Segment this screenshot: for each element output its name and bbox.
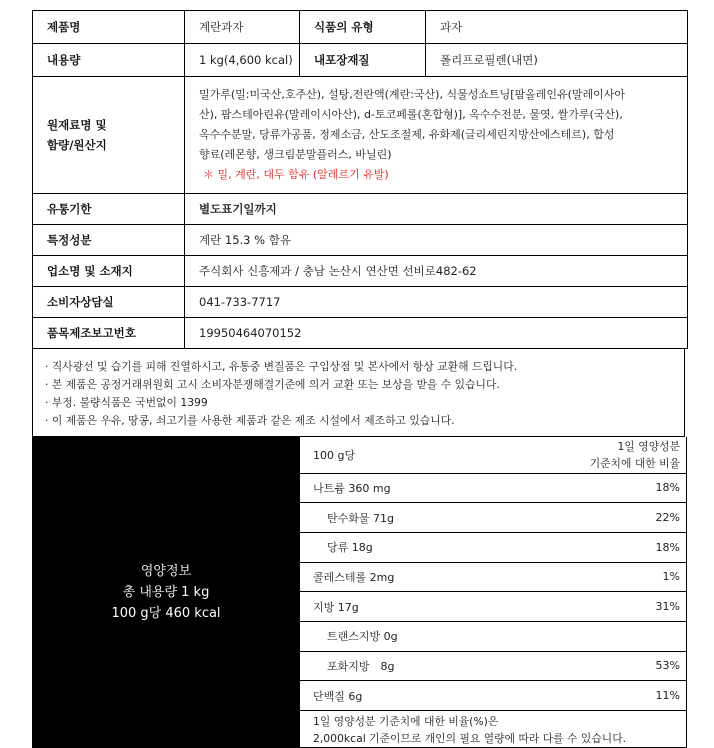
maker-value: 주식회사 신흥제과 / 충남 논산시 연산면 선비로482-62 — [185, 256, 688, 287]
food-type-label: 식품의 유형 — [300, 11, 426, 44]
nutrient-row — [300, 652, 686, 682]
nutrition-table — [299, 437, 686, 747]
nutrition-title: 영양정보 — [140, 563, 192, 579]
nutrition-header-pct — [590, 438, 680, 472]
note-line: · 부정. 불량식품은 국번없이 1399 — [45, 396, 208, 409]
header-line: 1일 영양성분 — [617, 439, 680, 453]
nutrient-name: 지방 17g — [313, 600, 359, 614]
nutrient-row — [300, 622, 686, 652]
product-name-value: 계란과자 — [185, 11, 300, 44]
maker-label: 업소명 및 소재지 — [33, 256, 185, 287]
ingredients-line: 산), 팜스테아린유(말레이시아산), d-토코페롤(혼합형)], 옥수수전분, 물엿, 쌀가루(국산), — [199, 108, 623, 121]
nutrient-row — [300, 474, 686, 504]
nutrient-pct: 18% — [655, 540, 680, 554]
table-row — [33, 77, 688, 194]
nutrient-pct: 1% — [662, 570, 680, 584]
nutrient-pct: 11% — [655, 689, 680, 703]
table-row — [33, 318, 688, 349]
nutrient-name: 나트륨 360 mg — [313, 481, 391, 495]
consumer-value: 041-733-7717 — [185, 287, 688, 318]
ingredients-label-line1: 원재료명 및 — [47, 118, 107, 132]
table-row — [33, 287, 688, 318]
ingredients-label — [33, 77, 185, 194]
nutrition-footnote — [300, 711, 686, 747]
nutrition-header — [300, 437, 686, 474]
food-label — [32, 10, 687, 748]
ingredients-line: 밀가루(밀:미국산,호주산), 설탕,전란액(계란:국산), 식물성쇼트닝[팜올레인유(말레이사아 — [199, 88, 626, 101]
nutrient-row — [300, 681, 686, 711]
special-value: 계란 15.3 % 함유 — [185, 225, 688, 256]
nutrition-panel — [32, 437, 687, 748]
consumer-label: 소비자상담실 — [33, 287, 185, 318]
nutrient-name: 단백질 6g — [313, 689, 363, 703]
food-type-value: 과자 — [426, 11, 688, 44]
nutrient-pct: 18% — [655, 481, 680, 495]
nutrition-summary — [33, 437, 299, 747]
product-info-table — [32, 10, 688, 349]
table-row — [33, 194, 688, 225]
special-label: 특정성분 — [33, 225, 185, 256]
allergy-warning: ＊ 밀, 계란, 대두 함유 (알레르기 유발) — [203, 168, 389, 181]
nutrient-row — [300, 533, 686, 563]
ingredients-line: 향료(레몬향, 생크림분말플러스, 바닐린) — [199, 148, 392, 161]
footnote-line: 2,000kcal 기준이므로 개인의 필요 열량에 따라 다를 수 있습니다. — [313, 731, 627, 745]
nutrient-row — [300, 503, 686, 533]
report-no-label: 품목제조보고번호 — [33, 318, 185, 349]
nutrient-name: 탄수화물 71g — [327, 511, 394, 525]
ingredients-line: 옥수수분말, 당류가공품, 정제소금, 산도조절제, 유화제(글리세린지방산에스테르), 합성 — [199, 128, 615, 141]
table-row — [33, 44, 688, 77]
packaging-label: 내포장재질 — [300, 44, 426, 77]
nutrition-per: 100 g당 460 kcal — [111, 605, 221, 621]
packaging-value: 폴리프로필렌(내면) — [426, 44, 688, 77]
nutrient-row — [300, 592, 686, 622]
note-line: · 직사광선 및 습기를 피해 진열하시고, 유통중 변질품은 구입상점 및 본사에서 항상 교환해 드립니다. — [45, 360, 518, 373]
note-line: · 본 제품은 공정거래위원회 고시 소비자분쟁해결기준에 의거 교환 또는 보상을 받을 수 있습니다. — [45, 378, 500, 391]
footnote-line: 1일 영양성분 기준치에 대한 비율(%)은 — [313, 714, 499, 728]
report-no-value: 19950464070152 — [185, 318, 688, 349]
nutrient-pct: 53% — [655, 659, 680, 673]
notes-section — [32, 349, 685, 437]
nutrient-name: 트랜스지방 0g — [327, 630, 398, 644]
ingredients-label-line2: 함량/원산지 — [47, 138, 107, 152]
expiry-label: 유통기한 — [33, 194, 185, 225]
nutrient-name: 콜레스테롤 2mg — [313, 570, 395, 584]
header-line: 기준치에 대한 비율 — [589, 456, 680, 470]
expiry-value: 별도표기일까지 — [185, 194, 688, 225]
content-value: 1 kg(4,600 kcal) — [185, 44, 300, 77]
nutrient-pct: 22% — [655, 511, 680, 525]
content-label: 내용량 — [33, 44, 185, 77]
product-name-label: 제품명 — [33, 11, 185, 44]
nutrient-name: 포화지방 8g — [327, 659, 395, 673]
table-row — [33, 11, 688, 44]
table-row — [33, 256, 688, 287]
ingredients-value — [185, 77, 688, 194]
table-row — [33, 225, 688, 256]
nutrition-total: 총 내용량 1 kg — [122, 584, 210, 600]
nutrient-row — [300, 563, 686, 593]
nutrition-basis: 100 g당 — [313, 448, 356, 462]
note-line: · 이 제품은 우유, 땅콩, 쇠고기를 사용한 제품과 같은 제조 시설에서 제조하고 있습니다. — [45, 414, 455, 427]
nutrient-pct: 31% — [655, 600, 680, 614]
nutrient-name: 당류 18g — [327, 541, 373, 555]
